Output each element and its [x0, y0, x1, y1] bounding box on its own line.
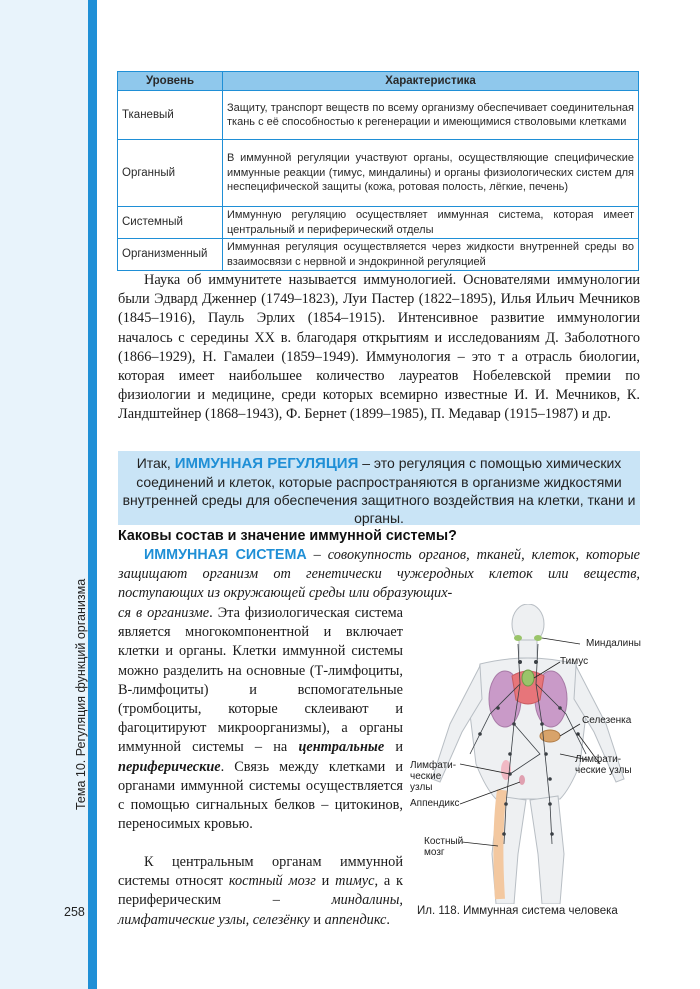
label-bone-marrow-line-1: Костный [424, 836, 464, 847]
summary-text: – это регуляция с помощью химических соединений и клеток, которые распространяются в организме жидкостями внутренней среды для обеспечения защитного воздействия на клетки, ткани и органы. [122, 455, 636, 526]
header-characteristic: Характеристика [223, 72, 639, 91]
p3-and: и [384, 739, 403, 756]
characteristic-cell: Защиту, транспорт веществ по всему организму обеспечивает соединительная ткань с её способностью к регенерации и имеющимися стволовыми клетками [223, 91, 639, 140]
table-row [118, 140, 639, 207]
label-lymph-nodes-right-line-2: ческие узлы [575, 765, 632, 776]
table-row [118, 91, 639, 140]
label-bone-marrow-line-2: мозг [424, 847, 445, 858]
label-lymph-nodes-left [410, 760, 456, 793]
immune-system-figure [410, 604, 642, 904]
sidebar-accent-strip [88, 0, 97, 989]
label-lymph-nodes-right [575, 754, 632, 776]
p4-peripheral-organs: миндалины, лимфатические узлы, селезёнку [118, 892, 403, 928]
p3-text-1: . Эта физиологическая система является многокомпонентной и включает клетки и органы. Клетки иммунной системы можно разделить на основные (Т-лимфоциты, В-лимфоциты) и вспомогательные (тромбоциты, которые склеивают и фагоцитируют микроорганизмы), а органы иммунной системы – на [118, 605, 403, 756]
characteristic-cell: Иммунную регуляцию осуществляет иммунная система, которая имеет центральный и периферический отделы [223, 207, 639, 239]
level-cell: Организменный [118, 239, 223, 271]
label-appendix: Аппендикс [410, 798, 460, 809]
label-lymph-nodes-left-line-2: ческие [410, 771, 442, 782]
p3-central-term: центральные [298, 739, 385, 756]
p3-lead-italic: ся в организме [118, 605, 210, 621]
definition-text: – совокупность органов, тканей, клеток, которые защищают организм от генетически чужеродных клеток или веществ, поступающих из окружающей среды или образующих- [118, 547, 640, 602]
label-lymph-nodes-right-line-1: Лимфати- [575, 754, 622, 765]
p4-appendix: аппендикс [324, 911, 387, 928]
p4-text-2: и [315, 873, 336, 890]
section-heading: Каковы состав и значение иммунной системы? [118, 528, 457, 544]
summary-definition-box [118, 451, 640, 525]
table-row [118, 207, 639, 239]
p4-text-3: , а к периферическим – [118, 873, 403, 909]
immune-system-definition [118, 546, 640, 604]
definition-term: ИММУННАЯ СИСТЕМА [144, 547, 307, 563]
p4-bone-marrow: костный мозг [228, 873, 316, 890]
paragraph-immune-organs [118, 853, 403, 930]
page-number: 258 [64, 905, 85, 919]
label-thymus: Тимус [560, 656, 589, 667]
table-header-row [118, 72, 639, 91]
label-lymph-nodes-left-line-1: Лимфати- [410, 760, 457, 771]
label-spleen: Селезенка [582, 715, 632, 726]
header-level: Уровень [118, 72, 223, 91]
paragraph-immunology-history: Наука об иммунитете называется иммунологией. Основателями иммунологии были Эдвард Дженнер (1749–1823), Луи Пастер (1822–1895), Илья Ильич Мечников (1845–1916), Пауль Эрлих (1854–1915). Интенсивное развитие иммунологии началось с середины XX в. благодаря открытиям и исследованиям Д. Заболотного (1866–1929), Н. Гамалеи (1859–1949). Иммунология – это т а отрасль биологии, которая имеет наибольшее количество лауреатов Нобелевской премии по физиологии и медицине, среди которых всемирно известные И. И. Мечников, К. Ландштейнер (1868–1943), Ф. Бернет (1899–1985), П. Медавар (1915–1987) и др. [118, 272, 640, 423]
characteristic-cell: Иммунная регуляция осуществляется через жидкости внутренней среды во взаимосвязи с нервной и эндокринной регуляцией [223, 239, 639, 271]
p4-text-4: и [309, 911, 325, 928]
figure-caption: Ил. 118. Иммунная система человека [417, 905, 618, 917]
p3-text-2: . Связь между клетками и органами иммунной системы осуществляется с помощью сигнальных белков – цитокинов, переносимых кровью. [118, 758, 403, 833]
p3-peripheral-term: периферические [118, 758, 221, 775]
sidebar [0, 0, 96, 989]
level-cell: Тканевый [118, 91, 223, 140]
table-row [118, 239, 639, 271]
chapter-title: Тема 10. Регуляция функций организма [74, 578, 88, 810]
label-lymph-nodes-left-line-3: узлы [410, 782, 433, 793]
p4-text-1: К центральным органам иммунной системы относят [118, 854, 403, 890]
regulation-levels-table [117, 71, 639, 271]
level-cell: Органный [118, 140, 223, 207]
label-tonsils: Миндалины [586, 638, 641, 649]
characteristic-cell: В иммунной регуляции участвуют органы, осуществляющие специфические иммунные реакции (тимус, миндалины) и органы физиологических систем для неспецифической защиты (кожа, ротовая полость, лёгкие, печень) [223, 140, 639, 207]
paragraph-immune-components [118, 604, 403, 834]
summary-term: ИММУННАЯ РЕГУЛЯЦИЯ [174, 455, 359, 472]
level-cell: Системный [118, 207, 223, 239]
p4-text-5: . [386, 911, 390, 928]
summary-prefix: Итак, [136, 455, 175, 471]
label-bone-marrow [424, 836, 463, 858]
p4-thymus: тимус [335, 873, 375, 890]
